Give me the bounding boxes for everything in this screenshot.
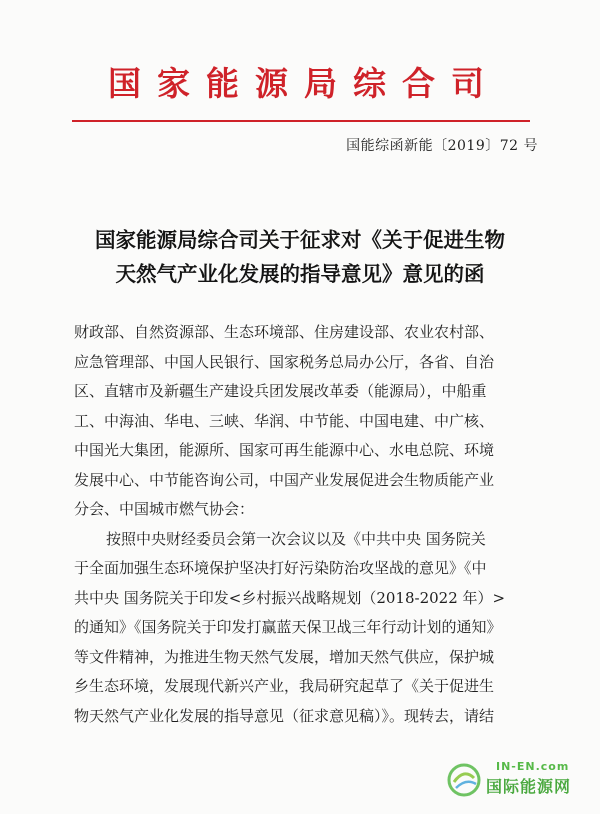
recipients-line: 应急管理部、中国人民银行、国家税务总局办公厅，各省、自治 — [74, 352, 495, 371]
document-title — [60, 223, 540, 291]
in-en-logo-icon — [446, 762, 482, 798]
paragraph-line: 等文件精神，为推进生物天然气发展，增加天然气供应，保护城 — [74, 647, 495, 666]
paragraph-line: 的通知》《国务院关于印发打赢蓝天保卫战三年行动计划的通知》 — [74, 618, 502, 636]
issuer-header: 国家能源局综合司 — [108, 64, 500, 103]
site-watermark — [446, 758, 586, 802]
document-body — [74, 318, 540, 731]
recipients-line: 财政部、自然资源部、生态环境部、住房建设部、农业农村部、 — [74, 323, 495, 341]
paragraph-line: 物天然气产业化发展的指导意见（征求意见稿）》。现转去，请结 — [74, 706, 495, 725]
paragraph-line: 乡生态环境，发展现代新兴产业，我局研究起草了《关于促进生 — [74, 677, 495, 695]
recipients-line: 发展中心、中节能咨询公司，中国产业发展促进会生物质能产业 — [74, 470, 495, 489]
paragraph-line: 于全面加强生态环境保护坚决打好污染防治攻坚战的意见》《中 — [74, 559, 487, 577]
document-number: 国能综函新能〔2019〕72 号 — [346, 138, 538, 154]
title-line-1: 国家能源局综合司关于征求对《关于促进生物 — [95, 228, 505, 252]
paragraph-line: 共中央 国务院关于印发<乡村振兴战略规划（2018-2022 年）> — [74, 588, 506, 607]
paragraph-line: 按照中央财经委员会第一次会议以及《中共中央 国务院关 — [106, 529, 486, 548]
watermark-en: IN-EN.com — [496, 760, 570, 773]
recipients-line: 工、中海油、华电、三峡、华润、中节能、中国电建、中广核、 — [74, 411, 495, 430]
recipients-line: 中国光大集团，能源所、国家可再生能源中心、水电总院、环境 — [74, 441, 495, 459]
title-line-2: 天然气产业化发展的指导意见》意见的函 — [115, 262, 485, 286]
header-divider — [72, 120, 530, 122]
watermark-cn: 国际能源网 — [486, 777, 572, 796]
recipients-line: 区、直辖市及新疆生产建设兵团发展改革委（能源局），中船重 — [74, 382, 487, 400]
recipients-line: 分会、中国城市燃气协会： — [74, 500, 255, 518]
